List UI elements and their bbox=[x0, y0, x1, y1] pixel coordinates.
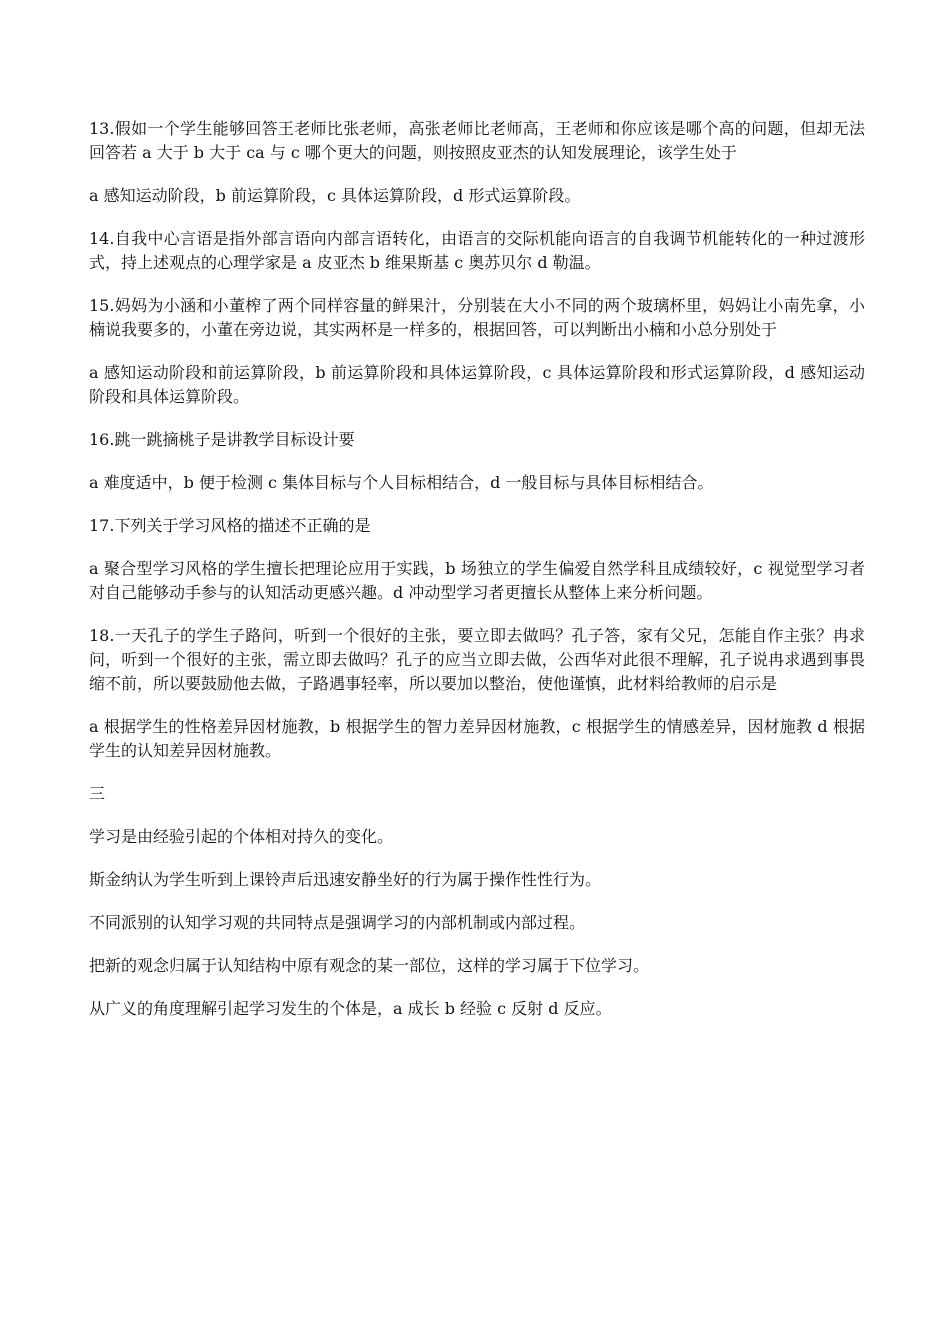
statement-3: 不同派别的认知学习观的共同特点是强调学习的内部机制或内部过程。 bbox=[89, 913, 586, 932]
question-18: 18.一天孔子的学生子路问，听到一个很好的主张，要立即去做吗？孔子答，家有父兄，怎能自作主张？冉求问，听到一个很好的主张，需立即去做吗？孔子的应当立即去做，公西华对此很不理解，孔子说冉求遇到事畏缩不前，所以要鼓励他去做，子路遇事轻率，所以要加以整治，使他谨慎，此材料给教师的启示是 bbox=[89, 626, 865, 693]
question-17: 17.下列关于学习风格的描述不正确的是 bbox=[89, 516, 371, 535]
question-17-options: a 聚合型学习风格的学生擅长把理论应用于实践，b 场独立的学生偏爱自然学科且成绩较好，c 视觉型学习者对自己能够动手参与的认知活动更感兴趣。d 冲动型学习者更擅长从整体上来分析问题。 bbox=[89, 559, 865, 602]
section-heading: 三 bbox=[89, 784, 106, 803]
statement-5: 从广义的角度理解引起学习发生的个体是，a 成长 b 经验 c 反射 d 反应。 bbox=[89, 999, 612, 1018]
statement-2: 斯金纳认为学生听到上课铃声后迅速安静坐好的行为属于操作性性行为。 bbox=[89, 870, 602, 889]
document-page bbox=[89, 117, 865, 1040]
question-14: 14.自我中心言语是指外部言语向内部言语转化，由语言的交际机能向语言的自我调节机能转化的一种过渡形式，持上述观点的心理学家是 a 皮亚杰 b 维果斯基 c 奥苏贝尔 d 勒温。 bbox=[89, 229, 865, 272]
question-13-options: a 感知运动阶段，b 前运算阶段，c 具体运算阶段，d 形式运算阶段。 bbox=[89, 186, 581, 205]
question-16: 16.跳一跳摘桃子是讲教学目标设计要 bbox=[89, 430, 355, 449]
question-16-options: a 难度适中，b 便于检测 c 集体目标与个人目标相结合，d 一般目标与具体目标相结合。 bbox=[89, 473, 714, 492]
statement-1: 学习是由经验引起的个体相对持久的变化。 bbox=[89, 827, 394, 846]
question-15-options: a 感知运动阶段和前运算阶段，b 前运算阶段和具体运算阶段，c 具体运算阶段和形式运算阶段，d 感知运动阶段和具体运算阶段。 bbox=[89, 363, 865, 406]
question-18-options: a 根据学生的性格差异因材施教，b 根据学生的智力差异因材施教，c 根据学生的情感差异，因材施教 d 根据学生的认知差异因材施教。 bbox=[89, 717, 865, 760]
statement-4: 把新的观念归属于认知结构中原有观念的某一部位，这样的学习属于下位学习。 bbox=[89, 956, 650, 975]
question-13: 13.假如一个学生能够回答王老师比张老师，高张老师比老师高，王老师和你应该是哪个高的问题，但却无法回答若 a 大于 b 大于 ca 与 c 哪个更大的问题，则按照皮亚杰的认知发展理论，该学生处于 bbox=[89, 119, 865, 162]
question-15: 15.妈妈为小涵和小董榨了两个同样容量的鲜果汁，分别装在大小不同的两个玻璃杯里，妈妈让小南先拿，小楠说我要多的，小董在旁边说，其实两杯是一样多的，根据回答，可以判断出小楠和小总分别处于 bbox=[89, 296, 865, 339]
